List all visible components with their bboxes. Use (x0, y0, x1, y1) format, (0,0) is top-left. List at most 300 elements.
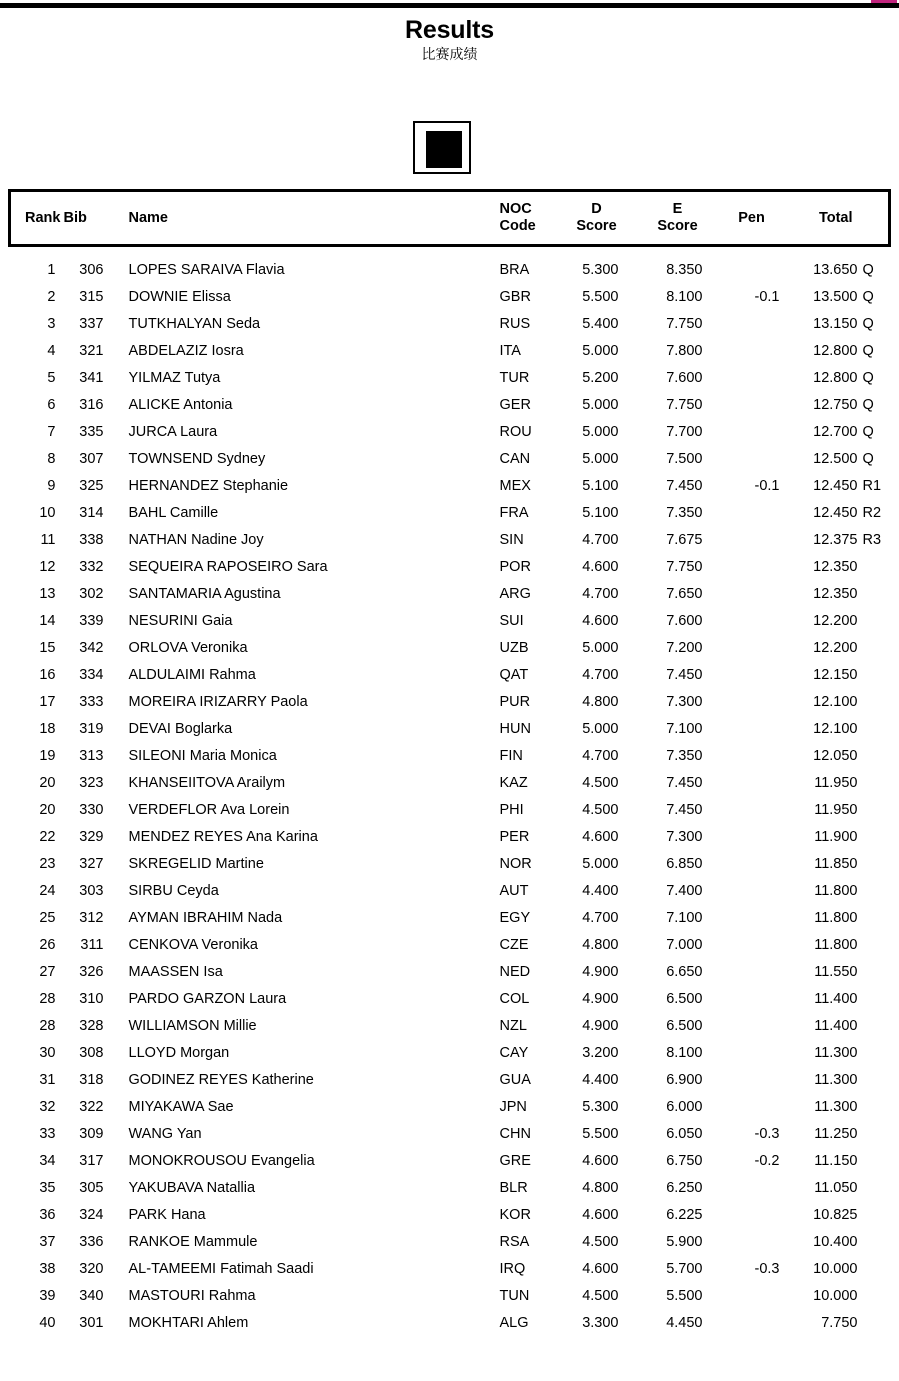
cell-total (784, 310, 890, 337)
total-value: 12.500 (813, 450, 858, 467)
cell-total (784, 1066, 890, 1093)
cell-e: 5.700 (666, 1260, 703, 1277)
column-header-label: Bib (63, 209, 87, 226)
cell-total (784, 958, 890, 985)
cell-pen (720, 364, 784, 391)
cell-rank: 34 (39, 1152, 56, 1169)
qualification-badge: Q (862, 288, 874, 305)
cell-name: NESURINI Gaia (128, 612, 233, 629)
total-wrapper (814, 1018, 889, 1034)
cell-rank: 38 (39, 1260, 56, 1277)
cell-e: 8.100 (666, 1044, 703, 1061)
cell-e: 7.300 (666, 693, 703, 710)
cell-rank: 10 (39, 504, 56, 521)
total-value: 10.000 (813, 1287, 858, 1304)
cell-rank: 35 (39, 1179, 56, 1196)
cell-total (784, 364, 890, 391)
table-row[interactable] (10, 1039, 890, 1066)
cell-d: 5.500 (582, 1125, 619, 1142)
cell-d: 4.600 (582, 1206, 619, 1223)
total-value: 11.300 (814, 1098, 858, 1115)
cell-rank: 22 (39, 828, 56, 845)
cell-d: 5.000 (582, 720, 619, 737)
column-header-noc[interactable] (486, 191, 558, 246)
cell-rank: 12 (39, 558, 56, 575)
cell-bib: 314 (79, 504, 104, 521)
table-row[interactable] (10, 1282, 890, 1309)
cell-e: 7.400 (666, 882, 703, 899)
cell-bib: 333 (79, 693, 104, 710)
cell-total (784, 877, 890, 904)
total-value: 11.850 (814, 855, 858, 872)
cell-e: 7.800 (666, 342, 703, 359)
cell-bib: 336 (79, 1233, 104, 1250)
cell-d: 4.800 (582, 936, 619, 953)
cell-pen (720, 391, 784, 418)
cell-e: 6.500 (666, 990, 703, 1007)
cell-pen: -0.3 (754, 1125, 780, 1142)
cell-bib: 332 (79, 558, 104, 575)
cell-total (784, 337, 890, 364)
total-wrapper (813, 1207, 889, 1223)
cell-pen (720, 607, 784, 634)
table-row[interactable] (10, 661, 890, 688)
cell-noc: TUR (499, 369, 530, 386)
table-row[interactable] (10, 985, 890, 1012)
cell-pen (720, 769, 784, 796)
total-wrapper (813, 721, 889, 737)
cell-d: 5.100 (582, 477, 619, 494)
cell-bib: 301 (79, 1314, 104, 1331)
cell-rank: 2 (47, 288, 56, 305)
cell-rank: 31 (39, 1071, 56, 1088)
cell-noc: TUN (499, 1287, 530, 1304)
cell-name: SIRBU Ceyda (128, 882, 219, 899)
cell-rank: 13 (39, 585, 56, 602)
cell-rank: 5 (47, 369, 56, 386)
cell-rank: 28 (39, 990, 56, 1007)
cell-e: 8.100 (666, 288, 703, 305)
column-header-label: Name (128, 209, 168, 226)
cell-noc: MEX (499, 477, 531, 494)
cell-d: 4.700 (582, 531, 619, 548)
cell-noc: CHN (499, 1125, 531, 1142)
total-wrapper (814, 964, 889, 980)
cell-name: LLOYD Morgan (128, 1044, 230, 1061)
cell-pen (720, 715, 784, 742)
cell-name: SANTAMARIA Agustina (128, 585, 281, 602)
cell-d: 4.500 (582, 1287, 619, 1304)
total-wrapper (813, 586, 889, 602)
cell-noc: CZE (499, 936, 529, 953)
cell-d: 4.700 (582, 666, 619, 683)
total-wrapper (814, 829, 889, 845)
cell-total (784, 499, 890, 526)
cell-noc: BRA (499, 261, 530, 278)
cell-rank: 32 (39, 1098, 56, 1115)
cell-bib: 334 (79, 666, 104, 683)
cell-rank: 40 (39, 1314, 56, 1331)
column-header-pen[interactable] (720, 191, 784, 246)
total-wrapper (813, 262, 889, 278)
total-value: 12.050 (813, 747, 858, 764)
qualification-badge: R2 (862, 504, 882, 521)
cell-e: 5.900 (666, 1233, 703, 1250)
cell-pen: -0.1 (754, 477, 780, 494)
qualification-badge: R3 (862, 531, 882, 548)
cell-name: RANKOE Mammule (128, 1233, 258, 1250)
cell-noc: FIN (499, 747, 523, 764)
table-row[interactable] (10, 931, 890, 958)
cell-e: 7.750 (666, 558, 703, 575)
total-value: 10.825 (813, 1206, 858, 1223)
cell-e: 6.750 (666, 1152, 703, 1169)
cell-rank: 16 (39, 666, 56, 683)
cell-e: 6.225 (666, 1206, 703, 1223)
cell-d: 4.900 (582, 963, 619, 980)
table-row[interactable] (10, 688, 890, 715)
cell-bib: 308 (79, 1044, 104, 1061)
cell-total (784, 823, 890, 850)
cell-e: 7.450 (666, 801, 703, 818)
cell-name: ALDULAIMI Rahma (128, 666, 256, 683)
cell-name: CENKOVA Veronika (128, 936, 258, 953)
total-value: 13.650 (813, 261, 858, 278)
cell-total (784, 1120, 890, 1147)
column-header-e[interactable] (636, 191, 720, 246)
column-header-name[interactable] (104, 191, 486, 246)
column-header-rank[interactable] (10, 191, 64, 246)
cell-name: MENDEZ REYES Ana Karina (128, 828, 318, 845)
total-wrapper (813, 694, 889, 710)
cell-rank: 37 (39, 1233, 56, 1250)
table-row[interactable] (10, 337, 890, 364)
cell-name: PARK Hana (128, 1206, 206, 1223)
total-value: 11.900 (814, 828, 858, 845)
table-row[interactable] (10, 1093, 890, 1120)
cell-d: 3.200 (582, 1044, 619, 1061)
cell-noc: NOR (499, 855, 532, 872)
column-header-total[interactable] (784, 191, 890, 246)
cell-pen (720, 1228, 784, 1255)
cell-noc: SUI (499, 612, 524, 629)
column-header-label-line2: Score (576, 218, 617, 234)
cell-rank: 23 (39, 855, 56, 872)
cell-d: 5.400 (582, 315, 619, 332)
cell-total (784, 1174, 890, 1201)
cell-pen (720, 958, 784, 985)
column-header-label: D (591, 201, 602, 217)
cell-e: 7.750 (666, 315, 703, 332)
total-wrapper (813, 1261, 889, 1277)
cell-rank: 27 (39, 963, 56, 980)
cell-e: 7.100 (666, 720, 703, 737)
cell-bib: 330 (79, 801, 104, 818)
cell-noc: NED (499, 963, 531, 980)
table-row[interactable] (10, 1066, 890, 1093)
table-row[interactable] (10, 246, 890, 284)
table-row[interactable] (10, 472, 890, 499)
table-row[interactable] (10, 877, 890, 904)
total-value: 11.800 (814, 909, 858, 926)
column-header-label-line2: Score (657, 218, 698, 234)
cell-noc: AUT (499, 882, 529, 899)
table-row[interactable] (10, 445, 890, 472)
cell-total (784, 553, 890, 580)
table-row[interactable] (10, 499, 890, 526)
cell-bib: 337 (79, 315, 104, 332)
table-row[interactable] (10, 1201, 890, 1228)
total-value: 11.050 (814, 1179, 858, 1196)
total-wrapper (813, 640, 889, 656)
cell-total (784, 715, 890, 742)
cell-total (784, 985, 890, 1012)
total-value: 11.300 (814, 1044, 858, 1061)
total-value: 12.700 (813, 423, 858, 440)
qualification-badge: Q (862, 396, 874, 413)
total-value: 10.000 (813, 1260, 858, 1277)
cell-noc: CAN (499, 450, 531, 467)
cell-bib: 324 (79, 1206, 104, 1223)
cell-pen (720, 850, 784, 877)
total-value: 12.750 (813, 396, 858, 413)
cell-total (784, 391, 890, 418)
cell-rank: 20 (39, 774, 56, 791)
cell-total (784, 634, 890, 661)
cell-name: ORLOVA Veronika (128, 639, 248, 656)
logo-image-icon (426, 131, 462, 168)
cell-pen (720, 796, 784, 823)
table-row[interactable] (10, 391, 890, 418)
cell-noc: PER (499, 828, 530, 845)
cell-noc: PUR (499, 693, 531, 710)
total-value: 12.100 (813, 720, 858, 737)
total-wrapper (814, 883, 889, 899)
cell-total (784, 904, 890, 931)
cell-noc: COL (499, 990, 530, 1007)
cell-name: HERNANDEZ Stephanie (128, 477, 289, 494)
cell-bib: 309 (79, 1125, 104, 1142)
cell-bib: 312 (79, 909, 104, 926)
table-row[interactable] (10, 310, 890, 337)
cell-pen: -0.2 (754, 1152, 780, 1169)
table-row[interactable] (10, 283, 890, 310)
cell-bib: 340 (79, 1287, 104, 1304)
cell-bib: 321 (79, 342, 104, 359)
cell-pen (720, 310, 784, 337)
total-value: 12.100 (813, 693, 858, 710)
cell-d: 4.800 (582, 693, 619, 710)
cell-noc: IRQ (499, 1260, 526, 1277)
table-row[interactable] (10, 742, 890, 769)
total-wrapper (814, 1045, 889, 1061)
cell-bib: 307 (79, 450, 104, 467)
qualification-badge: R1 (862, 477, 882, 494)
cell-rank: 17 (39, 693, 56, 710)
cell-e: 7.450 (666, 774, 703, 791)
total-wrapper (814, 910, 889, 926)
table-row[interactable] (10, 1228, 890, 1255)
table-row[interactable] (10, 1147, 890, 1174)
table-row[interactable] (10, 634, 890, 661)
total-wrapper (814, 856, 889, 872)
cell-pen (720, 823, 784, 850)
cell-pen: -0.1 (754, 288, 780, 305)
column-header-label: E (672, 201, 683, 217)
total-value: 11.400 (814, 1017, 858, 1034)
top-rule (0, 3, 899, 8)
table-row[interactable] (10, 607, 890, 634)
cell-e: 7.650 (666, 585, 703, 602)
cell-bib: 319 (79, 720, 104, 737)
cell-e: 7.700 (666, 423, 703, 440)
accent-mark (871, 0, 897, 3)
table-row[interactable] (10, 526, 890, 553)
total-wrapper (814, 937, 889, 953)
cell-e: 7.200 (666, 639, 703, 656)
table-row[interactable] (10, 1255, 890, 1282)
total-wrapper (813, 1234, 889, 1250)
total-value: 10.400 (813, 1233, 858, 1250)
total-value: 12.375 (813, 531, 858, 548)
cell-total (784, 445, 890, 472)
cell-bib: 317 (79, 1152, 104, 1169)
cell-e: 7.600 (666, 369, 703, 386)
table-row[interactable] (10, 1309, 890, 1336)
cell-total (784, 1012, 890, 1039)
total-wrapper (813, 424, 889, 440)
column-header-d[interactable] (558, 191, 636, 246)
total-value: 11.400 (814, 990, 858, 1007)
cell-rank: 18 (39, 720, 56, 737)
table-row[interactable] (10, 553, 890, 580)
total-value: 11.300 (814, 1071, 858, 1088)
cell-e: 6.900 (666, 1071, 703, 1088)
cell-pen (720, 445, 784, 472)
cell-name: MOKHTARI Ahlem (128, 1314, 249, 1331)
cell-bib: 320 (79, 1260, 104, 1277)
cell-d: 4.900 (582, 990, 619, 1007)
cell-rank: 11 (40, 531, 56, 548)
cell-pen (720, 985, 784, 1012)
cell-bib: 328 (79, 1017, 104, 1034)
total-value: 12.150 (813, 666, 858, 683)
cell-e: 6.500 (666, 1017, 703, 1034)
total-wrapper (813, 343, 889, 359)
total-wrapper (821, 1315, 889, 1331)
total-wrapper (813, 1288, 889, 1304)
cell-d: 5.000 (582, 342, 619, 359)
cell-d: 4.700 (582, 747, 619, 764)
cell-d: 4.600 (582, 1260, 619, 1277)
cell-noc: ROU (499, 423, 532, 440)
cell-name: PARDO GARZON Laura (128, 990, 287, 1007)
cell-bib: 322 (79, 1098, 104, 1115)
cell-name: VERDEFLOR Ava Lorein (128, 801, 290, 818)
page-subtitle: 比赛成绩 (421, 47, 478, 63)
table-row[interactable] (10, 1120, 890, 1147)
cell-e: 7.300 (666, 828, 703, 845)
cell-d: 4.600 (582, 612, 619, 629)
cell-total (784, 1255, 890, 1282)
table-body (10, 246, 890, 1337)
cell-total (784, 607, 890, 634)
table-row[interactable] (10, 418, 890, 445)
cell-bib: 311 (80, 936, 104, 953)
cell-rank: 33 (39, 1125, 56, 1142)
cell-pen (720, 1066, 784, 1093)
cell-name: DOWNIE Elissa (128, 288, 231, 305)
cell-total (784, 796, 890, 823)
cell-noc: UZB (499, 639, 529, 656)
cell-e: 7.750 (666, 396, 703, 413)
cell-e: 6.050 (666, 1125, 703, 1142)
cell-total (784, 931, 890, 958)
total-value: 12.200 (813, 612, 858, 629)
cell-bib: 305 (79, 1179, 104, 1196)
cell-rank: 19 (39, 747, 56, 764)
cell-name: MOREIRA IRIZARRY Paola (128, 693, 308, 710)
cell-e: 7.450 (666, 666, 703, 683)
column-header-label: NOC (499, 201, 532, 217)
cell-name: ABDELAZIZ Iosra (128, 342, 244, 359)
cell-rank: 25 (39, 909, 56, 926)
cell-d: 4.800 (582, 1179, 619, 1196)
table-row[interactable] (10, 715, 890, 742)
cell-total (784, 1282, 890, 1309)
title-block (0, 16, 899, 64)
cell-rank: 7 (47, 423, 56, 440)
table-row[interactable] (10, 823, 890, 850)
cell-noc: GRE (499, 1152, 531, 1169)
cell-name: ALICKE Antonia (128, 396, 233, 413)
cell-pen (720, 1309, 784, 1336)
cell-e: 4.450 (666, 1314, 703, 1331)
cell-rank: 39 (39, 1287, 56, 1304)
table-row[interactable] (10, 904, 890, 931)
cell-bib: 341 (79, 369, 104, 386)
cell-d: 4.600 (582, 1152, 619, 1169)
cell-noc: KAZ (499, 774, 528, 791)
total-value: 11.150 (814, 1152, 858, 1169)
cell-bib: 313 (79, 747, 104, 764)
cell-bib: 306 (79, 261, 104, 278)
table-row[interactable] (10, 958, 890, 985)
table-row[interactable] (10, 850, 890, 877)
cell-pen (720, 931, 784, 958)
cell-rank: 36 (39, 1206, 56, 1223)
table-row[interactable] (10, 1174, 890, 1201)
cell-bib: 327 (79, 855, 104, 872)
total-value: 7.750 (821, 1314, 858, 1331)
cell-pen (720, 1039, 784, 1066)
table-row[interactable] (10, 1012, 890, 1039)
cell-name: SKREGELID Martine (128, 855, 264, 872)
column-header-label: Total (818, 209, 853, 226)
total-value: 11.800 (814, 882, 858, 899)
table-row[interactable] (10, 580, 890, 607)
column-header-bib[interactable] (64, 191, 104, 246)
table-row[interactable] (10, 769, 890, 796)
total-value: 12.200 (813, 639, 858, 656)
cell-noc: FRA (499, 504, 529, 521)
cell-pen (720, 1201, 784, 1228)
table-row[interactable] (10, 796, 890, 823)
total-wrapper (813, 613, 889, 629)
table-row[interactable] (10, 364, 890, 391)
cell-bib: 326 (79, 963, 104, 980)
cell-name: MIYAKAWA Sae (128, 1098, 234, 1115)
